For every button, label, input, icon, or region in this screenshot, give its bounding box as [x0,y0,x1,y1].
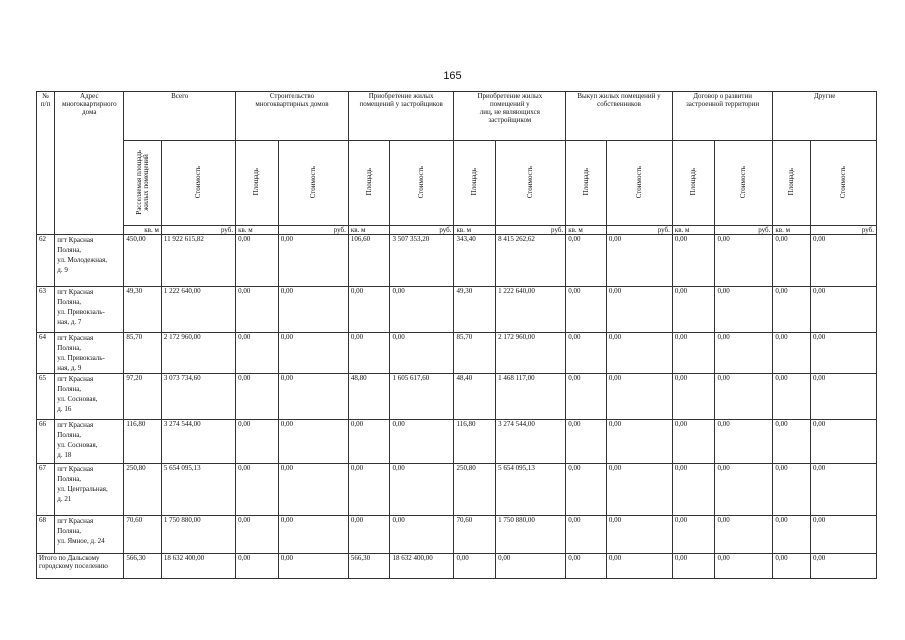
total-area: 0,00 [566,554,607,579]
header-group-territory-development: Договор о развитии застроенной территории [672,92,773,141]
cell-area: 0,00 [236,464,279,516]
header-area: Площадь [566,141,607,226]
row-address: пгт Красная Поляна, ул. Центральная, д. 21 [55,464,124,516]
cell-cost: 0,00 [278,333,348,374]
cell-area: 0,00 [236,287,279,333]
cell-area: 0,00 [773,374,811,420]
cell-cost: 0,00 [715,333,773,374]
header-cost: Стоимость [496,141,566,226]
cell-area: 0,00 [773,516,811,554]
header-group-non-developer-purchase: Приобретение жилых помещений у лиц, не являющихся застройщиком [454,92,566,141]
cell-area: 0,00 [566,235,607,287]
cell-cost: 2 172 960,00 [496,333,566,374]
cell-cost: 0,00 [606,333,672,374]
cell-cost: 1 222 640,00 [496,287,566,333]
cell-cost: 0,00 [606,235,672,287]
cell-cost: 1 750 880,00 [496,516,566,554]
cell-area: 0,00 [236,516,279,554]
cell-cost: 0,00 [278,235,348,287]
cell-area: 48,80 [348,374,390,420]
row-address: пгт Красная Поляна, ул. Привокзаль- ная, д. 7 [55,287,124,333]
cell-cost: 0,00 [810,516,876,554]
total-area: 0,00 [672,554,715,579]
cell-area: 70,60 [124,516,162,554]
header-cost: Стоимость [606,141,672,226]
unit-cost: руб. [278,226,348,235]
total-area: 566,30 [124,554,162,579]
cell-cost: 5 654 095,13 [161,464,235,516]
table-row [37,464,877,516]
cell-area: 0,00 [773,333,811,374]
cell-area: 0,00 [348,420,390,464]
table-row [37,420,877,464]
cell-cost: 0,00 [390,287,454,333]
cell-cost: 1 468 117,00 [496,374,566,420]
cell-cost: 0,00 [810,464,876,516]
cell-area: 0,00 [672,333,715,374]
cell-cost: 1 750 880,00 [161,516,235,554]
cell-area: 0,00 [672,287,715,333]
cell-cost: 11 922 615,82 [161,235,235,287]
cell-area: 116,80 [454,420,496,464]
cell-area: 0,00 [672,420,715,464]
cell-area: 0,00 [236,333,279,374]
unit-area: кв. м [236,226,279,235]
cell-cost: 0,00 [278,287,348,333]
cell-cost: 0,00 [278,420,348,464]
table-row [37,235,877,287]
cell-area: 0,00 [566,374,607,420]
cell-area: 0,00 [672,464,715,516]
cell-cost: 0,00 [715,420,773,464]
cell-area: 0,00 [348,516,390,554]
cell-area: 0,00 [348,287,390,333]
header-area: Площадь [672,141,715,226]
cell-cost: 0,00 [606,374,672,420]
row-address: пгт Красная Поляна, ул. Сосновая, д. 16 [55,374,124,420]
row-number: 65 [37,374,55,420]
unit-cost: руб. [496,226,566,235]
cell-area: 0,00 [773,420,811,464]
cell-cost: 0,00 [810,235,876,287]
cell-area: 0,00 [566,464,607,516]
header-subcolumns-row [37,141,877,226]
row-number: 62 [37,235,55,287]
cell-area: 0,00 [566,420,607,464]
cell-cost: 2 172 960,00 [161,333,235,374]
total-row [37,554,877,579]
page-number: 165 [443,70,462,82]
cell-cost: 3 274 544,00 [161,420,235,464]
row-address: пгт Красная Поляна, ул. Сосновая, д. 18 [55,420,124,464]
row-number: 63 [37,287,55,333]
cell-cost: 1 605 617,60 [390,374,454,420]
total-cost: 0,00 [496,554,566,579]
header-cost: Стоимость [278,141,348,226]
header-group-other: Другие [773,92,877,141]
cell-area: 0,00 [236,235,279,287]
unit-cost: руб. [810,226,876,235]
cell-area: 85,70 [454,333,496,374]
cell-cost: 0,00 [810,420,876,464]
total-cost: 0,00 [715,554,773,579]
table-row [37,374,877,420]
unit-area: кв. м [672,226,715,235]
unit-cost: руб. [715,226,773,235]
total-label: Итого по Дальскому городскому поселению [37,554,124,579]
cell-cost: 3 274 544,00 [496,420,566,464]
total-cost: 18 632 400,00 [161,554,235,579]
header-area: Площадь [348,141,390,226]
unit-area: кв. м [566,226,607,235]
header-cost: Стоимость [390,141,454,226]
cell-area: 0,00 [348,333,390,374]
header-area: Площадь [454,141,496,226]
cell-cost: 0,00 [278,374,348,420]
total-area: 566,30 [348,554,390,579]
header-group-developer-purchase: Приобретение жилых помещений у застройщиков [348,92,454,141]
cell-area: 0,00 [773,235,811,287]
cell-cost: 0,00 [390,516,454,554]
header-group-total: Всего [124,92,236,141]
total-cost: 18 632 400,00 [390,554,454,579]
row-number: 68 [37,516,55,554]
unit-area: кв. м [348,226,390,235]
header-total-area: Расселяемая площадь жилых помещений [124,141,162,226]
cell-area: 49,30 [454,287,496,333]
cell-cost: 8 415 262,62 [496,235,566,287]
table-row [37,287,877,333]
header-cost: Стоимость [715,141,773,226]
unit-cost: руб. [161,226,235,235]
cell-cost: 0,00 [715,235,773,287]
header-groups-row [37,92,877,141]
cell-cost: 0,00 [606,287,672,333]
cell-area: 0,00 [773,287,811,333]
row-number: 67 [37,464,55,516]
cell-area: 343,40 [454,235,496,287]
cell-area: 0,00 [672,374,715,420]
cell-cost: 0,00 [390,420,454,464]
cell-area: 116,80 [124,420,162,464]
cell-cost: 3 507 353,20 [390,235,454,287]
cell-area: 0,00 [566,516,607,554]
unit-area: кв. м [454,226,496,235]
cell-area: 106,60 [348,235,390,287]
cell-area: 0,00 [348,464,390,516]
row-number: 64 [37,333,55,374]
cell-area: 0,00 [236,420,279,464]
header-num: № п/п [37,92,55,235]
unit-cost: руб. [390,226,454,235]
cell-cost: 0,00 [278,516,348,554]
header-area: Площадь [236,141,279,226]
total-area: 0,00 [454,554,496,579]
cell-cost: 0,00 [810,287,876,333]
header-group-owner-buyout: Выкуп жилых помещений у собственников [566,92,673,141]
cell-area: 450,00 [124,235,162,287]
cell-area: 250,80 [124,464,162,516]
row-address: пгт Красная Поляна, ул. Ямное, д. 24 [55,516,124,554]
header-cost: Стоимость [161,141,235,226]
cell-area: 250,80 [454,464,496,516]
cell-area: 0,00 [236,374,279,420]
row-address: пгт Красная Поляна, ул. Привокзаль- ная, д. 9 [55,333,124,374]
cell-area: 48,40 [454,374,496,420]
cell-cost: 0,00 [278,464,348,516]
cell-cost: 0,00 [715,374,773,420]
row-number: 66 [37,420,55,464]
header-group-construction: Строительство многоквартирных домов [236,92,349,141]
cell-area: 49,30 [124,287,162,333]
cell-cost: 0,00 [715,464,773,516]
cell-area: 0,00 [672,516,715,554]
cell-cost: 0,00 [810,333,876,374]
cell-area: 97,20 [124,374,162,420]
cell-area: 0,00 [672,235,715,287]
cell-cost: 0,00 [810,374,876,420]
table-row [37,516,877,554]
header-address: Адрес многоквартирного дома [55,92,124,235]
table-row [37,333,877,374]
cell-cost: 0,00 [390,333,454,374]
total-area: 0,00 [773,554,811,579]
cell-cost: 0,00 [715,287,773,333]
cell-area: 0,00 [566,333,607,374]
total-cost: 0,00 [810,554,876,579]
cell-area: 85,70 [124,333,162,374]
cell-cost: 0,00 [606,464,672,516]
total-cost: 0,00 [278,554,348,579]
cell-area: 0,00 [566,287,607,333]
unit-area: кв. м [773,226,811,235]
cell-cost: 0,00 [715,516,773,554]
cell-cost: 0,00 [606,516,672,554]
row-address: пгт Красная Поляна, ул. Молодежная, д. 9 [55,235,124,287]
cell-cost: 5 654 095,13 [496,464,566,516]
cell-cost: 0,00 [606,420,672,464]
cell-cost: 3 073 734,60 [161,374,235,420]
header-cost: Стоимость [810,141,876,226]
total-cost: 0,00 [606,554,672,579]
unit-cost: руб. [606,226,672,235]
units-row [37,226,877,235]
cell-area: 70,60 [454,516,496,554]
cell-cost: 0,00 [390,464,454,516]
header-area: Площадь [773,141,811,226]
unit-area: кв. м [124,226,162,235]
cell-cost: 1 222 640,00 [161,287,235,333]
relocation-report-table [36,91,877,579]
total-area: 0,00 [236,554,279,579]
cell-area: 0,00 [773,464,811,516]
